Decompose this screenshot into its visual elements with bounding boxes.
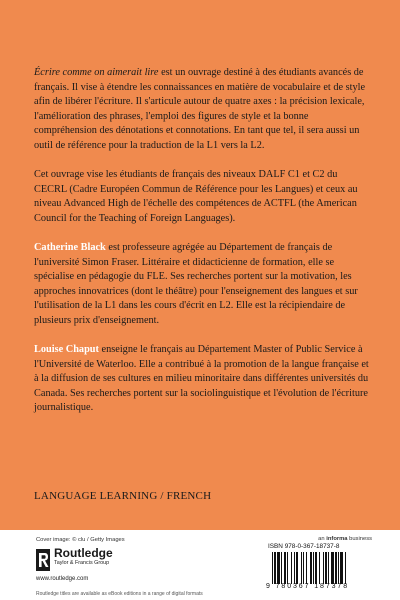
subject-category: LANGUAGE LEARNING / FRENCH <box>34 490 212 502</box>
publisher-name: Routledge <box>54 546 113 560</box>
isbn-label: ISBN 978-0-367-18737-8 <box>268 543 340 550</box>
book-title: Écrire comme on aimerait lire <box>34 67 159 78</box>
informa-suffix: business <box>347 536 372 542</box>
intro-paragraph <box>34 66 370 154</box>
author1-bio: est professeure agrégée au Département de français de l'université Simon Fraser. Littéraire et didacticienne de formation, elle se spécialise en pédagogie du FLE. Ses recherches portent sur la motivation, les approches innovatrices (dont le théâtre) pour l'enseignement des langues et sur l'utilisation de la L1 dans les cours d'écrit en L2. Elle est la récipiendaire de plusieurs prix d'enseignement. <box>34 241 358 326</box>
cover-credit: Cover image: © clu / Getty Images <box>36 537 125 543</box>
ebook-note: Routledge titles are available as eBook editions in a range of digital formats <box>36 591 203 597</box>
routledge-logo-icon <box>36 549 50 571</box>
blurb <box>34 66 370 430</box>
author2-bio: enseigne le français au Département Master of Public Service à l'Université de Waterloo. Elle a contribué à la promotion de la langue française et à la diffusion de ses cultures en milieu minoritaire dans différentes universités du Canada. Ses recherches portent sur la sociolinguistique et l'évolution de l'écriture journalistique. <box>34 344 369 414</box>
barcode-panel <box>266 543 374 595</box>
audience-paragraph: Cet ouvrage vise les étudiants de français des niveaux DALF C1 et C2 du CECRL (Cadre Européen Commun de Référence pour les Langues) et ceux au niveau Advanced High de l'échelle des compétences de ACTFL (the American Council for the Teaching of Foreign Languages). <box>34 169 358 224</box>
informa-brand: informa <box>326 536 348 542</box>
author2-name: Louise Chaput <box>34 344 99 355</box>
barcode-icon <box>272 552 368 584</box>
publisher-block <box>54 547 113 567</box>
author2-paragraph <box>34 343 370 416</box>
barcode-digits: 9 780367 187378 <box>266 583 349 590</box>
author1-paragraph <box>34 241 370 329</box>
intro-text: est un ouvrage destiné à des étudiants avancés de français. Il vise à étendre les connaissances en matière de vocabulaire et de style afin de libérer l'écriture. Il s'articule autour de quatre axes : la précision lexicale, l'amélioration des phrases, l'emploi des figures de style et la bonne compréhension des dénotations et connotations. En tant que tel, il sera aussi un outil de référence pour la traduction de la L1 vers la L2. <box>34 67 366 151</box>
publisher-website: www.routledge.com <box>36 576 89 582</box>
publisher-footer <box>0 530 400 600</box>
informa-prefix: an <box>318 536 327 542</box>
publisher-group: Taylor & Francis Group <box>54 560 110 566</box>
informa-tagline <box>318 536 372 542</box>
author1-name: Catherine Black <box>34 241 106 253</box>
